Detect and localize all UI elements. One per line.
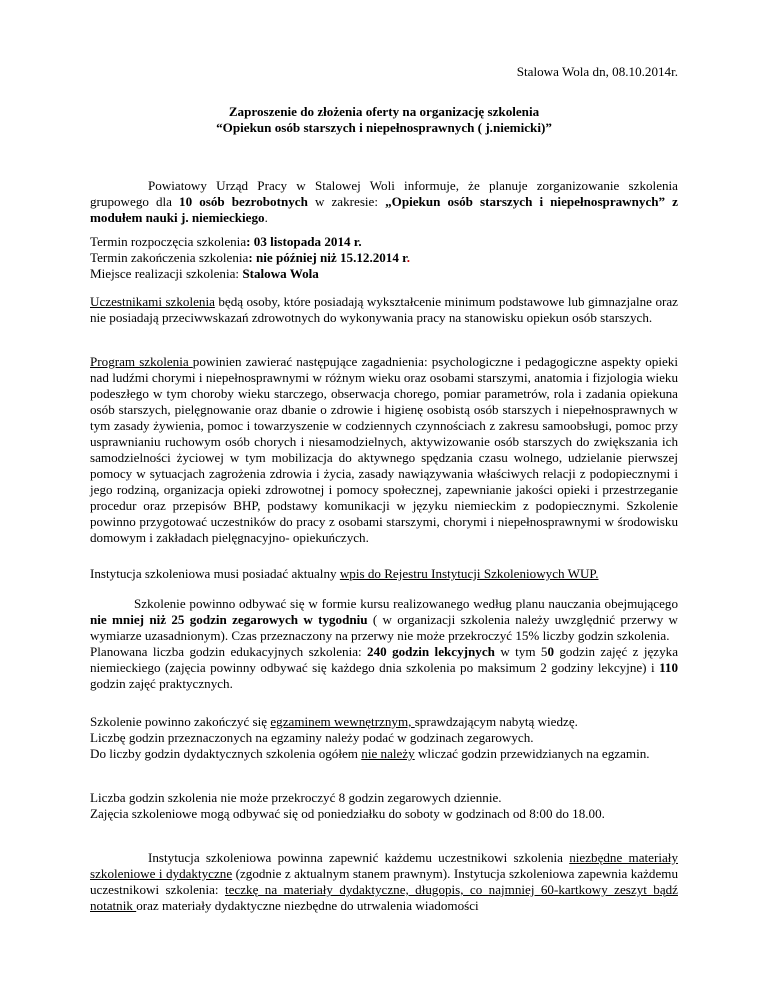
materials-text: Instytucja szkoleniowa powinna zapewnić każdemu uczestnikowi szkolenia xyxy=(148,850,570,865)
hours-text: ( w organizacji szkolenia należy uwzględnić przerwy w wymiarze uzasadnionym). Czas przeznaczony na przerwy nie może przekroczyć 15% liczby godzin szkolenia. xyxy=(90,612,678,643)
limits-daily: Liczba godzin szkolenia nie może przekroczyć 8 godzin zegarowych dziennie. xyxy=(90,790,502,805)
exam-paragraph xyxy=(90,714,678,762)
registry-requirement: wpis do Rejestru Instytucji Szkoleniowych WUP. xyxy=(339,566,599,581)
registry-paragraph xyxy=(90,566,678,582)
materials-required: niezbędne materiały szkoleniowe i dydaktyczne xyxy=(90,850,678,881)
place-label: Miejsce realizacji szkolenia: xyxy=(90,266,243,281)
program-text: powinien zawierać następujące zagadnienia: psychologiczne i pedagogiczne aspekty opieki nad ludźmi chorymi i niepełnosprawnymi w różnym wieku oraz osobami starszymi, anatomia i fizjologia wieku podeszłego w tym choroby wieku starczego, obserwacja chorego, pomiar parametrów, rola i zadania opiekuna osób starszych, pielęgnowanie oraz dbanie o zdrowie i higienę osobistą osób starszych i niepełnosprawnych w tym zasady żywienia, pomoc i towarzyszenie w codziennych czynnościach z zakresu samoobsługi, pomoc przy usprawnianiu ruchowym osób chorych i niesamodzielnych, aktywizowanie osób starszych do zwiększania ich samodzielności życiowej w tym mobilizacja do aktywnego spędzania czasu wolnego, udzielanie pierwszej pomocy w sytuacjach zagrożenia zdrowia i życia, zasady nawiązywania właściwych relacji z podopiecznymi i jego rodziną, organizacja opieki zdrowotnej i pomocy społecznej, zapewnianie jakości opieki i przestrzeganie procedur oraz przepisów BHP, podstawy komunikacji w języku niemieckim z podopiecznymi. Szkolenie powinno przygotować uczestników do pracy z osobami starszymi, chorymi i niepełnosprawnymi w środowisku domowym i zakładach pielęgnacyjno- opiekuńczych. xyxy=(90,354,678,545)
exam-text: Do liczby godzin dydaktycznych szkolenia ogółem xyxy=(90,746,362,761)
hours-language-digit: 0 xyxy=(547,644,554,659)
hours-text: w tym 5 xyxy=(494,644,548,659)
place-date: Stalowa Wola dn, 08.10.2014r. xyxy=(516,64,678,79)
limits-schedule: Zajęcia szkoleniowe mogą odbywać się od poniedziałku do soboty w godzinach od 8:00 do 18.00. xyxy=(90,806,605,821)
start-label: Termin rozpoczęcia szkolenia xyxy=(90,234,247,249)
participants-heading: Uczestnikami szkolenia xyxy=(90,294,215,309)
end-label: Termin zakończenia szkolenia xyxy=(90,250,249,265)
program-heading: Program szkolenia xyxy=(90,354,193,369)
title-line-1: Zaproszenie do złożenia oferty na organizację szkolenia xyxy=(228,104,540,119)
limits-paragraph xyxy=(90,790,678,822)
hours-total: 240 godzin lekcyjnych xyxy=(367,644,495,659)
terms-block xyxy=(90,234,678,282)
hours-paragraph xyxy=(90,596,678,692)
exam-hours-note: Liczbę godzin przeznaczonych na egzaminy należy podać w godzinach zegarowych. xyxy=(90,730,534,745)
place-value: Stalowa Wola xyxy=(242,266,319,281)
title-line-2: “Opiekun osób starszych i niepełnosprawnych ( j.niemicki)” xyxy=(216,120,552,135)
participants-paragraph xyxy=(90,294,678,326)
materials-text: oraz materiały dydaktyczne niezbędne do utrwalenia wiadomości xyxy=(136,898,479,913)
materials-list: teczkę na materiały dydaktyczne, długopis, co najmniej 60-kartkowy zeszyt bądź notatnik xyxy=(90,882,678,913)
end-value: : nie później niż 15.12.2014 r xyxy=(248,250,407,265)
intro-text: Powiatowy Urząd Pracy w Stalowej Woli informuje, że planuje zorganizowanie szkolenia grupowego dla xyxy=(90,178,678,209)
intro-text: . xyxy=(264,210,268,225)
exam-not-included: nie należy xyxy=(361,746,415,761)
materials-text: (zgodnie z aktualnym stanem prawnym). Instytucja szkoleniowa zapewnia każdemu uczestnikowi szkolenia: xyxy=(90,866,678,897)
hours-weekly-min: nie mniej niż 25 godzin zegarowych w tygodniu xyxy=(90,612,368,627)
end-dot: . xyxy=(406,250,411,265)
intro-participants-count: 10 osób bezrobotnych xyxy=(179,194,308,209)
start-value: : 03 listopada 2014 r. xyxy=(246,234,362,249)
hours-text: godzin zajęć praktycznych. xyxy=(90,676,233,691)
exam-text: wliczać godzin przewidzianych na egzamin. xyxy=(414,746,650,761)
program-paragraph xyxy=(90,354,678,546)
participants-text: będą osoby, które posiadają wykształcenie minimum podstawowe lub gimnazjalne oraz nie posiadają przeciwwskazań zdrowotnych do wykonywania pracy na stanowisku opiekun osób starszych. xyxy=(90,294,678,325)
exam-type: egzaminem wewnętrznym, xyxy=(270,714,415,729)
hours-practical: 110 xyxy=(659,660,678,675)
hours-text: Szkolenie powinno odbywać się w formie kursu realizowanego według planu nauczania obejmującego xyxy=(134,596,678,611)
intro-text: w zakresie: xyxy=(307,194,386,209)
intro-paragraph xyxy=(90,178,678,226)
registry-text: Instytucja szkoleniowa musi posiadać aktualny xyxy=(90,566,340,581)
document-title xyxy=(90,104,678,136)
hours-text: Planowana liczba godzin edukacyjnych szkolenia: xyxy=(90,644,368,659)
hours-text: godzin zajęć z języka niemieckiego (zajęcia powinny odbywać się każdego dnia szkolenia po maksimum 2 godziny lekcyjne) i xyxy=(90,644,679,675)
materials-paragraph xyxy=(90,850,678,914)
intro-course-name: „Opiekun osób starszych i niepełnosprawnych” z modułem nauki j. niemieckiego xyxy=(90,194,678,225)
exam-text: sprawdzającym nabytą wiedzę. xyxy=(414,714,578,729)
exam-text: Szkolenie powinno zakończyć się xyxy=(90,714,271,729)
